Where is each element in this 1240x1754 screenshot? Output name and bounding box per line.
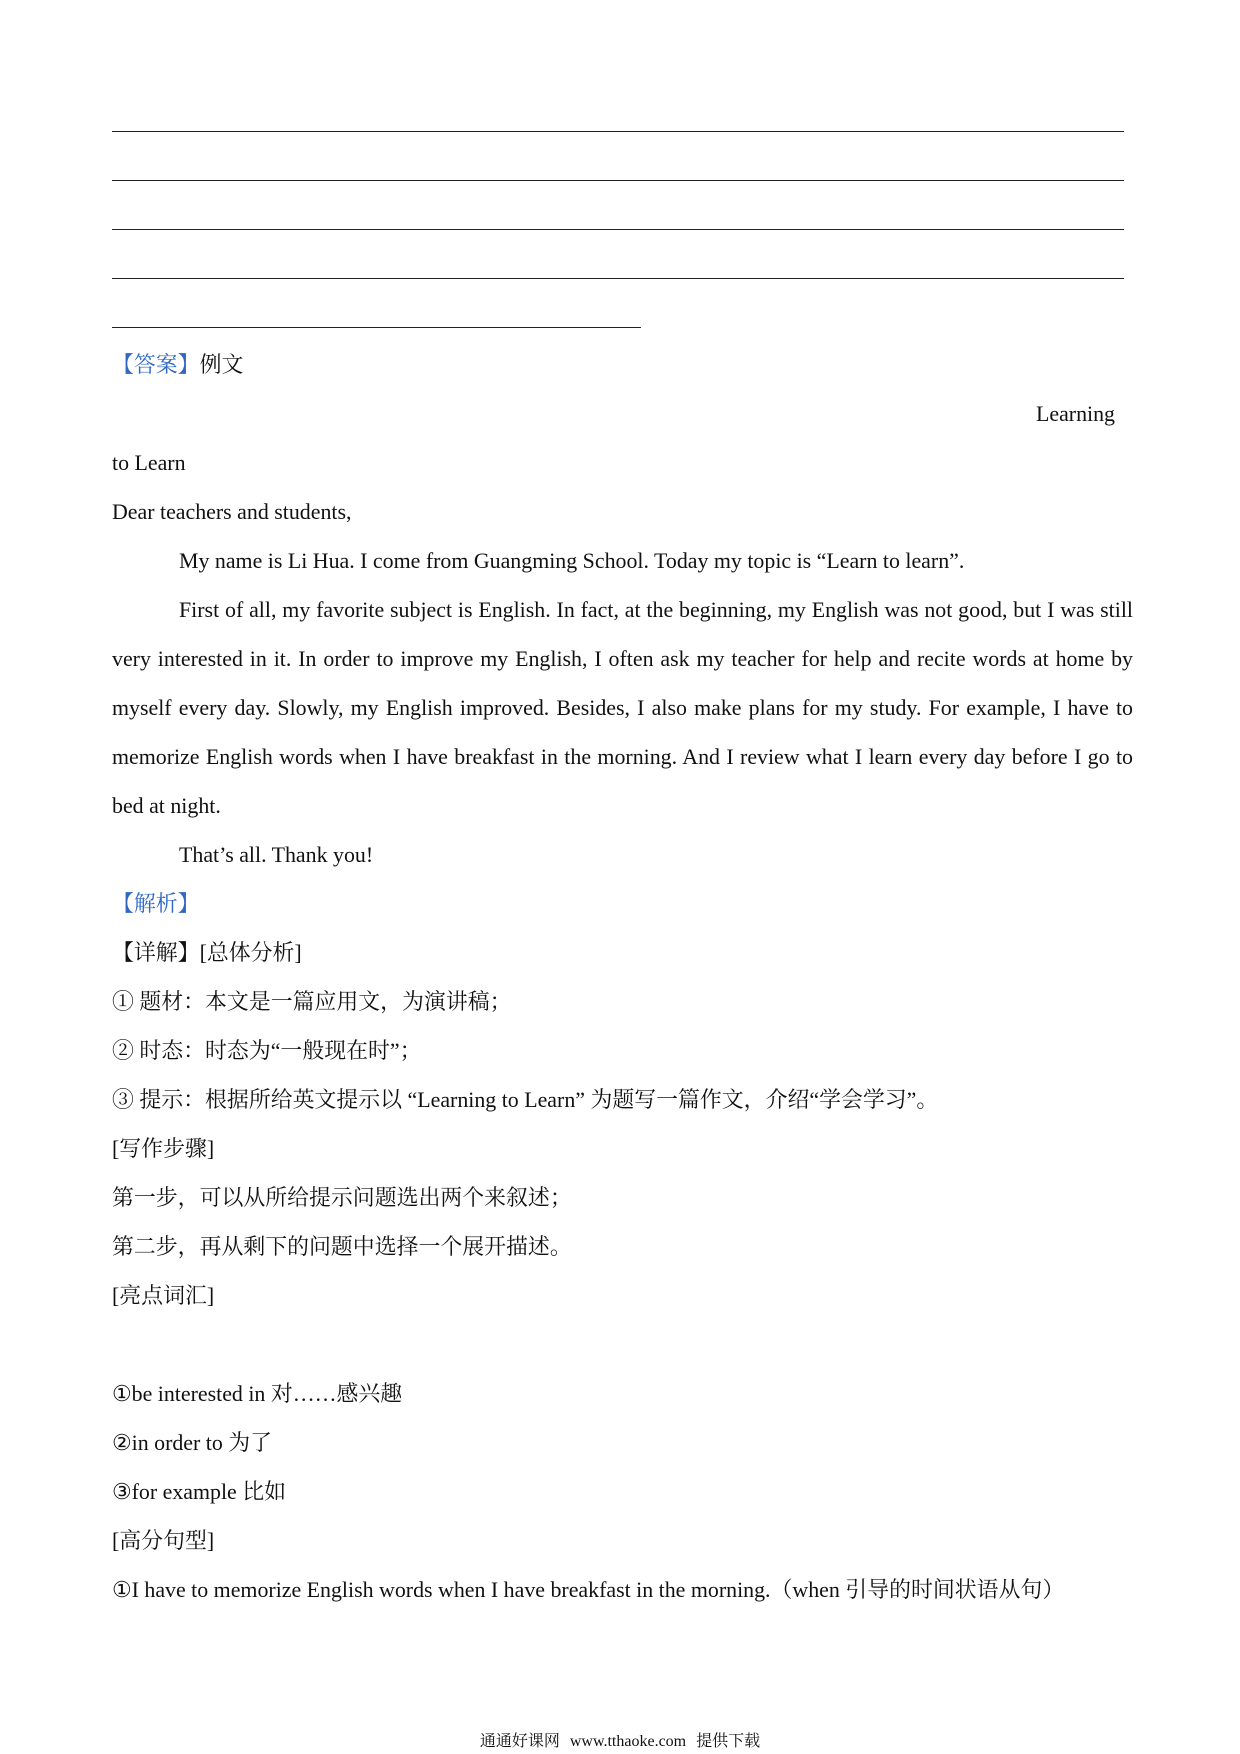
vocab-item: ①be interested in 对……感兴趣 — [112, 1381, 403, 1406]
overview-item: ① 题材：本文是一篇应用文，为演讲稿； — [112, 989, 512, 1014]
overview-item: ③ 提示：根据所给英文提示以 “Learning to Learn” 为题写一篇作文，介绍“学会学习”。 — [112, 1087, 939, 1112]
page-footer: 通通好课网 www.tthaoke.com 提供下载 — [479, 1733, 761, 1750]
essay-body-line: memorize English words when I have breakfast in the morning. And I review what I learn every day before I go to — [112, 744, 1133, 769]
essay-body-line: First of all, my favorite subject is English. In fact, at the beginning, my English was not good, but I was still — [179, 597, 1133, 622]
essay-body-paragraph — [112, 585, 1133, 830]
essay-title-line1: Learning — [1035, 401, 1115, 426]
vocab-item: ③for example 比如 — [112, 1479, 287, 1504]
writing-rule-line-short — [112, 327, 641, 328]
writing-rule-line — [112, 180, 1124, 181]
step-item: 第二步，再从剩下的问题中选择一个展开描述。 — [112, 1234, 572, 1259]
sentences-heading: [高分句型] — [112, 1528, 215, 1553]
overview-item: ② 时态：时态为“一般现在时”； — [112, 1038, 422, 1063]
vocab-heading: [亮点词汇] — [112, 1283, 215, 1308]
steps-heading: [写作步骤] — [112, 1136, 215, 1161]
essay-body-line: bed at night. — [112, 793, 221, 818]
writing-rule-line — [112, 229, 1124, 230]
step-item: 第一步，可以从所给提示问题选出两个来叙述； — [112, 1185, 572, 1210]
writing-rule-line — [112, 278, 1124, 279]
essay-body-line: myself every day. Slowly, my English improved. Besides, I also make plans for my study. For example, I have to — [112, 695, 1133, 720]
essay-greeting: Dear teachers and students, — [112, 499, 352, 524]
answer-label-suffix: 例文 — [199, 352, 244, 377]
detail-heading: 【详解】[总体分析] — [112, 940, 302, 965]
analysis-label: 【解析】 — [112, 891, 200, 916]
essay-intro-paragraph: My name is Li Hua. I come from Guangming School. Today my topic is “Learn to learn”. — [179, 548, 965, 573]
essay-closing: That’s all. Thank you! — [179, 842, 374, 867]
answer-label: 【答案】 — [112, 352, 200, 377]
essay-body-line: very interested in it. In order to improve my English, I often ask my teacher for help and recite words at home by — [112, 646, 1133, 671]
essay-title-line2: to Learn — [112, 450, 186, 475]
vocab-item: ②in order to 为了 — [112, 1430, 273, 1455]
answer-header — [112, 340, 1133, 389]
sentence-item: ①I have to memorize English words when I have breakfast in the morning.（when 引导的时间状语从句） — [112, 1577, 1065, 1602]
main-content — [112, 340, 1133, 1614]
writing-rule-line — [112, 131, 1124, 132]
blank-line — [112, 1320, 1133, 1369]
